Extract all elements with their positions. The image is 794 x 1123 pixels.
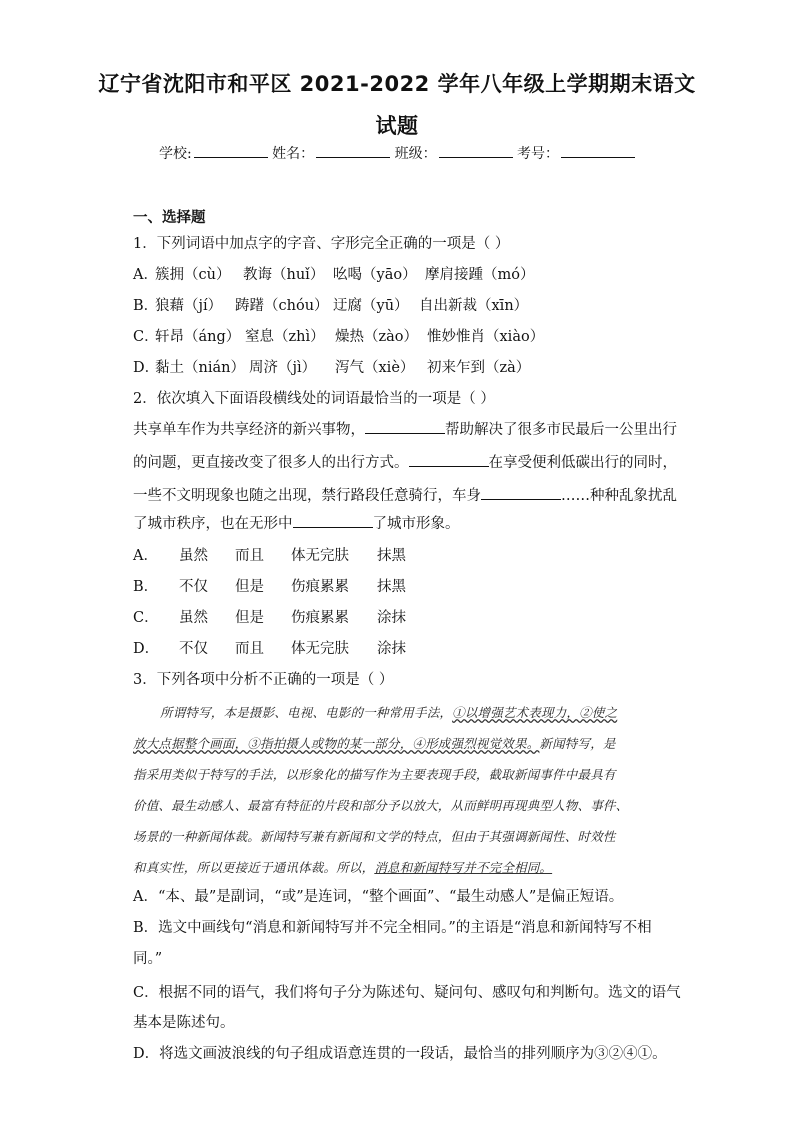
option-item: 黏土（nián）: [155, 360, 245, 376]
option-item: 轩昂（áng）: [155, 329, 241, 345]
option-item: 涂抹: [377, 610, 406, 626]
class-blank[interactable]: [439, 145, 513, 158]
option-item: 惟妙惟肖（xiào）: [427, 329, 545, 345]
fill-blank[interactable]: [365, 421, 445, 434]
passage-text: 和真实性，所以更接近于通讯体裁。所以，: [133, 860, 375, 875]
option-item: 燥热（zào）: [335, 329, 419, 345]
q3-passage-line: [160, 703, 617, 721]
q1-stem: 1．下列词语中加点字的字音、字形完全正确的一项是（ ）: [133, 236, 510, 252]
q1-option-d[interactable]: [133, 358, 530, 378]
exam-no-blank[interactable]: [561, 145, 635, 158]
option-item: 教诲（huǐ）: [243, 267, 325, 283]
option-item: 体无完肤: [291, 641, 349, 657]
q2-stem: 2．依次填入下面语段横线处的词语最恰当的一项是（ ）: [133, 391, 495, 407]
exam-no-label: 考号：: [517, 146, 560, 162]
option-item: 窒息（zhì）: [245, 329, 325, 345]
school-blank[interactable]: [194, 145, 268, 158]
option-item: 摩肩接踵（mó）: [425, 267, 535, 283]
passage-text: 所谓特写，本是摄影、电视、电影的一种常用手法，: [160, 705, 453, 720]
option-item: 踌躇（chóu）: [235, 298, 329, 314]
q3-passage-line: 指采用类似于特写的手法，以形象化的描写作为主要表现手段，截取新闻事件中最具有: [133, 767, 616, 782]
q2-passage-line: [133, 486, 677, 506]
q2-option-c[interactable]: [133, 608, 406, 628]
q2-option-b[interactable]: [133, 577, 406, 597]
q2-option-a[interactable]: [133, 546, 406, 566]
option-item: 但是: [235, 579, 264, 595]
q3-passage-line: [133, 858, 552, 876]
student-info-row: [0, 143, 794, 163]
fill-blank[interactable]: [409, 454, 489, 467]
q3-option-c-cont: 基本是陈述句。: [133, 1015, 235, 1031]
option-item: 体无完肤: [291, 548, 349, 564]
option-item: 自出新裁（xīn）: [419, 298, 529, 314]
class-label: 班级：: [394, 146, 437, 162]
wavy-underlined-text: 放大点据整个画面，③指拍摄人或物的某一部分，④形成强烈视觉效果。: [133, 736, 540, 751]
q3-option-a[interactable]: A．“本、最”是副词，“或”是连词，“整个画面”、“最生动感人”是偏正短语。: [133, 889, 624, 905]
q3-passage-line: 价值、最生动感人、最富有特征的片段和部分予以放大，从而鲜明再现典型人物、事件、: [133, 798, 629, 813]
q1-option-c[interactable]: [133, 327, 544, 347]
option-label: D．: [133, 641, 160, 657]
q3-passage-line: 场景的一种新闻体裁。新闻特写兼有新闻和文学的特点，但由于其强调新闻性、时效性: [133, 829, 616, 844]
q2-passage-line: [133, 420, 677, 440]
passage-text: 在享受便利低碳出行的同时，: [488, 455, 677, 471]
q3-passage-line: [133, 734, 616, 752]
passage-text: 了城市形象。: [372, 516, 460, 532]
option-item: 抹黑: [377, 579, 406, 595]
option-item: 虽然: [179, 610, 208, 626]
option-item: 伤痕累累: [291, 579, 349, 595]
option-item: 涂抹: [377, 641, 406, 657]
passage-text: 共享单车作为共享经济的新兴事物，: [133, 422, 365, 438]
passage-text: ……种种乱象扰乱: [561, 488, 677, 504]
section-heading: 一、选择题: [133, 210, 206, 226]
option-label: D．: [133, 360, 160, 376]
option-label: C．: [133, 329, 159, 345]
q2-passage-line: [133, 514, 460, 534]
q3-option-d[interactable]: D．将选文画波浪线的句子组成语意连贯的一段话，最恰当的排列顺序为③②④①。: [133, 1046, 667, 1062]
option-item: 伤痕累累: [291, 610, 349, 626]
school-label: 学校:: [158, 146, 192, 162]
passage-text: 的问题，更直接改变了很多人的出行方式。: [133, 455, 409, 471]
name-blank[interactable]: [316, 145, 390, 158]
q3-option-b[interactable]: B．选文中画线句“消息和新闻特写并不完全相同。”的主语是“消息和新闻特写不相: [133, 920, 652, 936]
option-item: 泻气（xiè）: [335, 360, 415, 376]
option-item: 虽然: [179, 548, 208, 564]
option-item: 狼藉（jí）: [155, 298, 223, 314]
option-item: 不仅: [179, 579, 208, 595]
q2-option-d[interactable]: [133, 639, 406, 659]
option-item: 而且: [235, 548, 264, 564]
option-label: A．: [133, 267, 158, 283]
option-item: 吆喝（yāo）: [333, 267, 417, 283]
option-label: A．: [133, 548, 158, 564]
passage-text: 一些不文明现象也随之出现，禁行路段任意骑行，车身: [133, 488, 481, 504]
option-item: 而且: [235, 641, 264, 657]
q3-option-c[interactable]: C．根据不同的语气，我们将句子分为陈述句、疑问句、感叹句和判断句。选文的语气: [133, 985, 681, 1001]
option-item: 周济（jì）: [249, 360, 317, 376]
name-label: 姓名：: [272, 146, 315, 162]
option-item: 不仅: [179, 641, 208, 657]
wavy-underlined-text: ①以增强艺术表现力，②使之: [452, 705, 618, 720]
option-item: 但是: [235, 610, 264, 626]
document-title-line2: 试题: [375, 114, 419, 138]
q2-passage-line: [133, 453, 677, 473]
fill-blank[interactable]: [481, 487, 561, 500]
fill-blank[interactable]: [293, 515, 373, 528]
option-label: B．: [133, 579, 159, 595]
q1-option-b[interactable]: [133, 296, 528, 316]
passage-text: 了城市秩序，也在无形中: [133, 516, 293, 532]
passage-text: 帮助解决了很多市民最后一公里出行: [445, 422, 677, 438]
q3-stem: 3．下列各项中分析不正确的一项是（ ）: [133, 672, 394, 688]
passage-text: 新闻特写，是: [539, 736, 616, 751]
option-label: C．: [133, 610, 159, 626]
document-title-line1: 辽宁省沈阳市和平区 2021-2022 学年八年级上学期期末语文: [98, 72, 696, 96]
option-item: 初来乍到（zà）: [427, 360, 531, 376]
q1-option-a[interactable]: [133, 265, 534, 285]
option-label: B．: [133, 298, 159, 314]
option-item: 迂腐（yū）: [333, 298, 409, 314]
q3-option-b-cont: 同。”: [133, 951, 163, 967]
option-item: 抹黑: [377, 548, 406, 564]
underlined-sentence: 消息和新闻特写并不完全相同。: [374, 860, 553, 875]
option-item: 簇拥（cù）: [155, 267, 231, 283]
